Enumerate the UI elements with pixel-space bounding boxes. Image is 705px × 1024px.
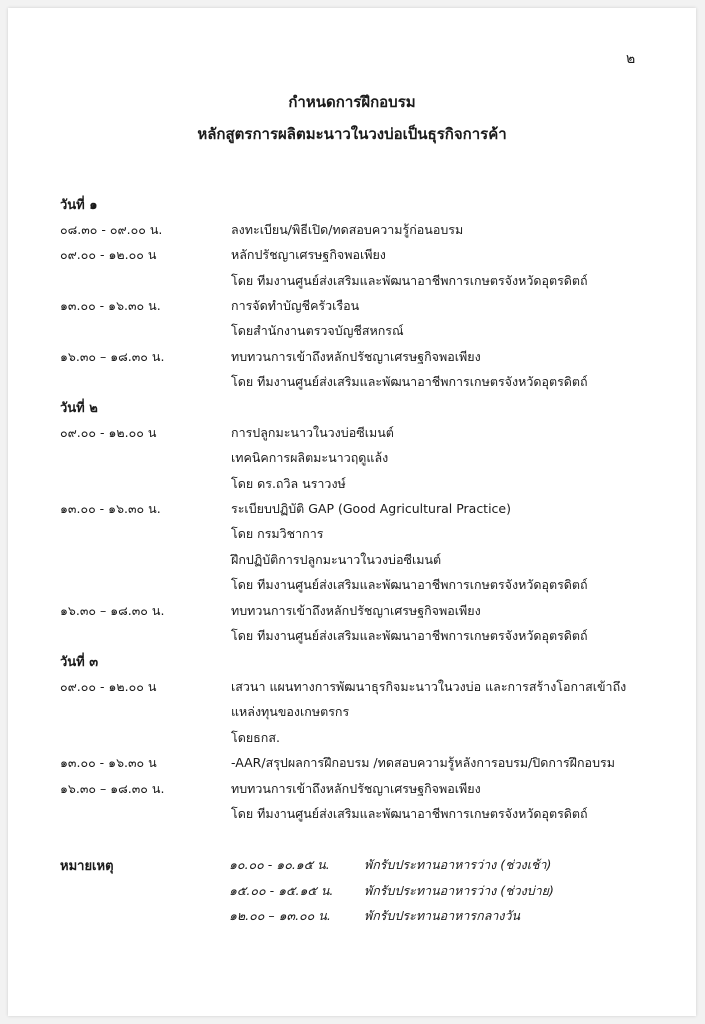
document-page (8, 8, 696, 1016)
schedule-activity: หลักปรัชญาเศรษฐกิจพอเพียง (231, 247, 386, 262)
day-2-heading: วันที่ ๒ (60, 401, 98, 416)
note-row (8, 906, 696, 930)
schedule-activity: แหล่งทุนของเกษตรกร (231, 704, 350, 719)
schedule-time: ๐๙.๐๐ - ๑๒.๐๐ น (60, 679, 157, 694)
note-text: พักรับประทานอาหารกลางวัน (364, 908, 521, 923)
schedule-row (8, 321, 696, 345)
schedule-activity: โดย ดร.ถวิล นราวงษ์ (231, 476, 346, 491)
schedule-row (8, 575, 696, 599)
schedule-activity: โดย ทีมงานศูนย์ส่งเสริมและพัฒนาอาชีพการเกษตรจังหวัดอุตรดิตถ์ (231, 374, 588, 389)
day-1-heading: วันที่ ๑ (60, 198, 98, 213)
schedule-time: ๑๖.๓๐ – ๑๘.๓๐ น. (60, 781, 165, 796)
schedule-row (8, 524, 696, 548)
schedule-row (8, 677, 696, 701)
schedule-time: ๐๙.๐๐ - ๑๒.๐๐ น (60, 247, 157, 262)
document-subtitle: หลักสูตรการผลิตมะนาวในวงบ่อเป็นธุรกิจการค้า (197, 125, 507, 143)
schedule-row (8, 728, 696, 752)
schedule-activity: โดย กรมวิชาการ (231, 526, 324, 541)
schedule-activity: -AAR/สรุปผลการฝึกอบรม /ทดสอบความรู้หลังการอบรม/ปิดการฝึกอบรม (231, 755, 615, 770)
schedule-time: ๑๓.๐๐ - ๑๖.๓๐ น. (60, 298, 161, 313)
document-title: กำหนดการฝึกอบรม (288, 93, 416, 111)
note-row (8, 855, 696, 879)
schedule-row (8, 296, 696, 320)
schedule-row (8, 499, 696, 523)
schedule-activity: ทบทวนการเข้าถึงหลักปรัชญาเศรษฐกิจพอเพียง (231, 349, 481, 364)
schedule-activity: โดยสำนักงานตรวจบัญชีสหกรณ์ (231, 323, 404, 338)
notes-heading: หมายเหตุ (60, 859, 114, 874)
note-time: ๑๕.๐๐ - ๑๕.๑๕ น. (229, 883, 334, 898)
schedule-activity: ทบทวนการเข้าถึงหลักปรัชญาเศรษฐกิจพอเพียง (231, 603, 481, 618)
schedule-activity: เสวนา แผนทางการพัฒนาธุรกิจมะนาวในวงบ่อ และการสร้างโอกาสเข้าถึง (231, 679, 627, 694)
note-text: พักรับประทานอาหารว่าง (ช่วงเช้า) (364, 857, 552, 872)
schedule-activity: ลงทะเบียน/พิธีเปิด/ทดสอบความรู้ก่อนอบรม (231, 222, 464, 237)
schedule-row (8, 804, 696, 828)
schedule-activity: โดย ทีมงานศูนย์ส่งเสริมและพัฒนาอาชีพการเกษตรจังหวัดอุตรดิตถ์ (231, 273, 588, 288)
schedule-activity: โดย ทีมงานศูนย์ส่งเสริมและพัฒนาอาชีพการเกษตรจังหวัดอุตรดิตถ์ (231, 628, 588, 643)
schedule-row (8, 245, 696, 269)
schedule-row (8, 702, 696, 726)
note-text: พักรับประทานอาหารว่าง (ช่วงบ่าย) (364, 883, 554, 898)
page-number: ๒ (626, 51, 636, 67)
schedule-activity: ทบทวนการเข้าถึงหลักปรัชญาเศรษฐกิจพอเพียง (231, 781, 481, 796)
note-time: ๑๒.๐๐ – ๑๓.๐๐ น. (229, 908, 331, 923)
schedule-activity: ระเบียบปฏิบัติ GAP (Good Agricultural Practice) (231, 501, 511, 516)
schedule-time: ๐๘.๓๐ - ๐๙.๐๐ น. (60, 222, 163, 237)
schedule-row (8, 550, 696, 574)
schedule-activity: ฝึกปฏิบัติการปลูกมะนาวในวงบ่อซีเมนต์ (231, 552, 442, 567)
schedule-row (8, 474, 696, 498)
note-row (8, 881, 696, 905)
schedule-row (8, 448, 696, 472)
day-3-heading: วันที่ ๓ (60, 655, 99, 670)
schedule-activity: โดย ทีมงานศูนย์ส่งเสริมและพัฒนาอาชีพการเกษตรจังหวัดอุตรดิตถ์ (231, 806, 588, 821)
schedule-activity: โดย ทีมงานศูนย์ส่งเสริมและพัฒนาอาชีพการเกษตรจังหวัดอุตรดิตถ์ (231, 577, 588, 592)
schedule-row (8, 220, 696, 244)
schedule-row (8, 626, 696, 650)
schedule-activity: การปลูกมะนาวในวงบ่อซีเมนต์ (231, 425, 394, 440)
schedule-row (8, 271, 696, 295)
schedule-time: ๐๙.๐๐ - ๑๒.๐๐ น (60, 425, 157, 440)
schedule-time: ๑๖.๓๐ – ๑๘.๓๐ น. (60, 603, 165, 618)
schedule-time: ๑๓.๐๐ - ๑๖.๓๐ น. (60, 501, 161, 516)
schedule-row (8, 753, 696, 777)
schedule-time: ๑๓.๐๐ - ๑๖.๓๐ น (60, 755, 157, 770)
schedule-row (8, 601, 696, 625)
schedule-row (8, 423, 696, 447)
schedule-row (8, 347, 696, 371)
schedule-activity: เทคนิคการผลิตมะนาวฤดูแล้ง (231, 450, 389, 465)
schedule-row (8, 779, 696, 803)
schedule-activity: การจัดทำบัญชีครัวเรือน (231, 298, 360, 313)
schedule-activity: โดยธกส. (231, 730, 280, 745)
note-time: ๑๐.๐๐ - ๑๐.๑๕ น. (229, 857, 330, 872)
schedule-time: ๑๖.๓๐ – ๑๘.๓๐ น. (60, 349, 165, 364)
schedule-row (8, 372, 696, 396)
